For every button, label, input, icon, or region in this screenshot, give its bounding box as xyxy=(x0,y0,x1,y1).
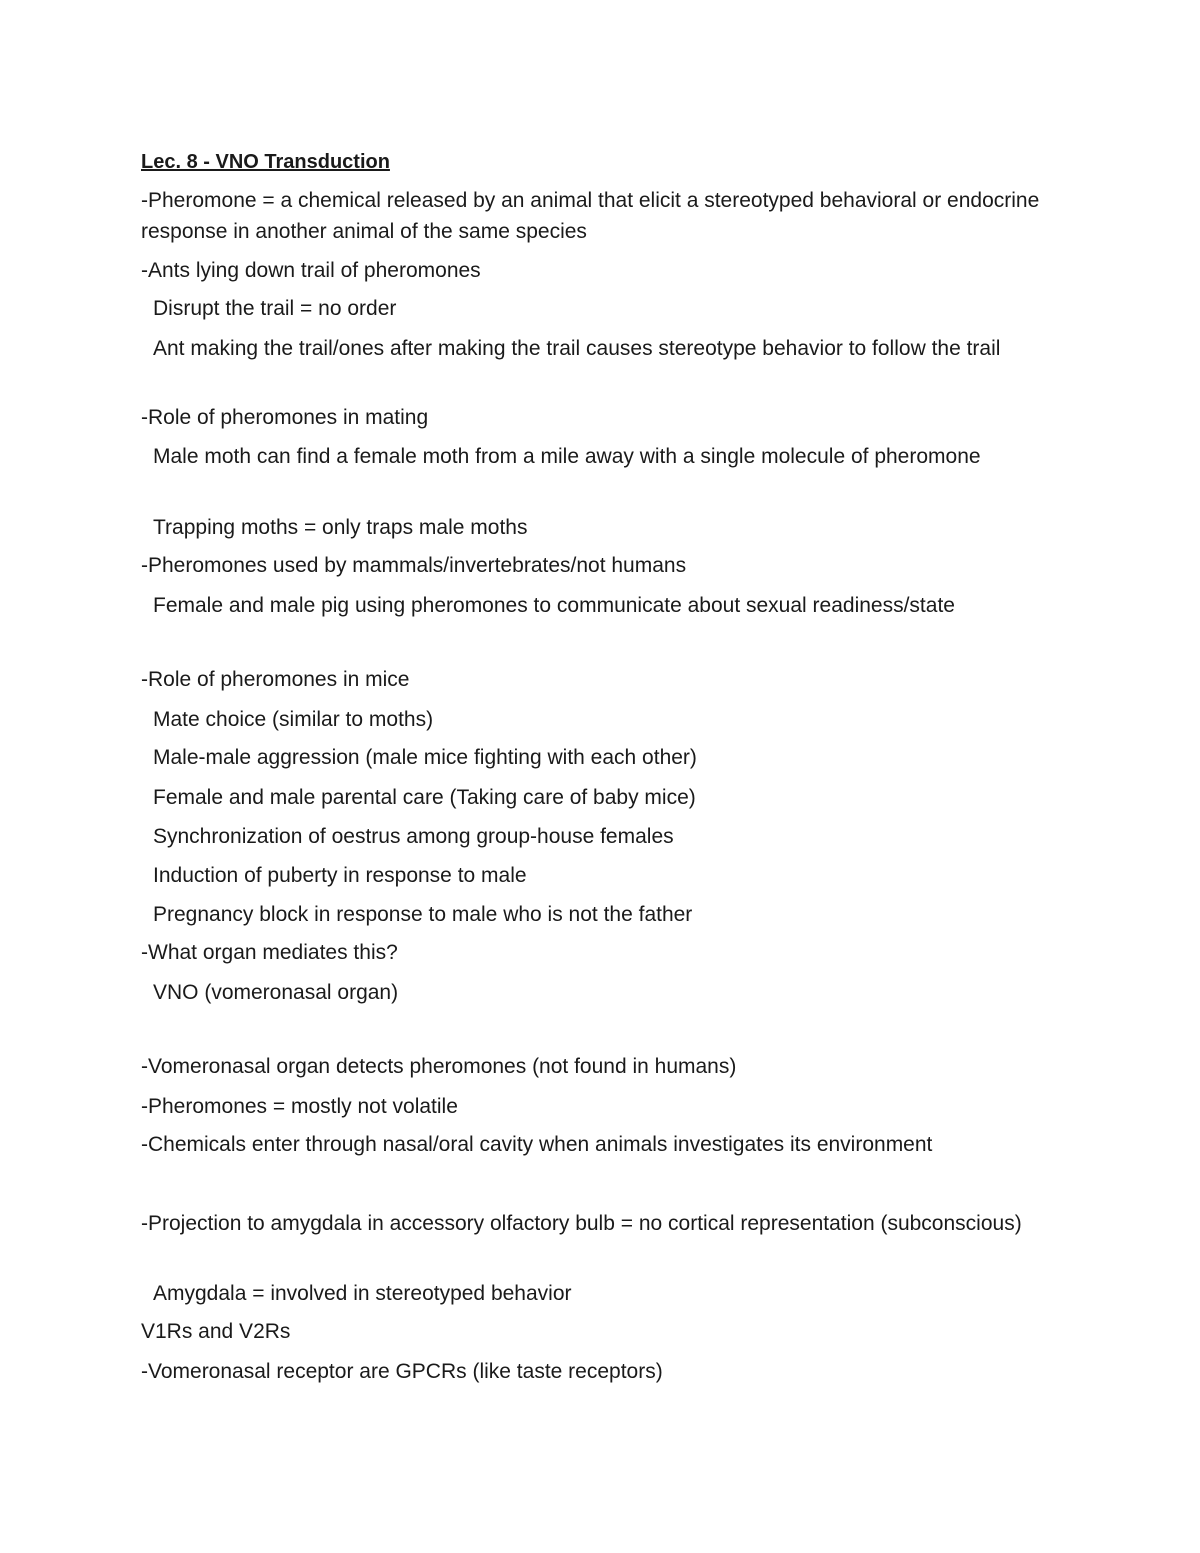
note-line-not-volatile: -Pheromones = mostly not volatile xyxy=(141,1095,458,1118)
note-subline-oestrus-sync: Synchronization of oestrus among group-house females xyxy=(153,825,674,848)
note-subline-ant-making-trail: Ant making the trail/ones after making the trail causes stereotype behavior to follow the trail xyxy=(153,337,1001,360)
note-subline-male-aggression: Male-male aggression (male mice fighting with each other) xyxy=(153,746,697,769)
note-line-pheromone-definition: -Pheromone = a chemical released by an animal that elicit a stereotyped behavioral or endocrine response in another animal of the same species xyxy=(141,189,1040,243)
note-subline-pregnancy-block: Pregnancy block in response to male who is not the father xyxy=(153,903,693,926)
note-line-gpcrs: -Vomeronasal receptor are GPCRs (like taste receptors) xyxy=(141,1360,663,1383)
note-subline-puberty-induction: Induction of puberty in response to male xyxy=(153,864,527,887)
note-subline-male-moth: Male moth can find a female moth from a mile away with a single molecule of pheromone xyxy=(153,445,981,468)
note-subline-mate-choice: Mate choice (similar to moths) xyxy=(153,708,434,731)
lecture-title: Lec. 8 - VNO Transduction xyxy=(141,151,390,173)
note-line-role-in-mice: -Role of pheromones in mice xyxy=(141,668,410,691)
note-subline-vno: VNO (vomeronasal organ) xyxy=(153,981,399,1004)
note-line-vno-detects: -Vomeronasal organ detects pheromones (not found in humans) xyxy=(141,1055,737,1078)
note-line-v1rs-v2rs: V1Rs and V2Rs xyxy=(141,1320,291,1343)
note-subline-disrupt-trail: Disrupt the trail = no order xyxy=(153,297,397,320)
note-subline-parental-care: Female and male parental care (Taking care of baby mice) xyxy=(153,786,696,809)
note-line-projection-amygdala: -Projection to amygdala in accessory olfactory bulb = no cortical representation (subconscious) xyxy=(141,1212,1022,1235)
note-subline-amygdala: Amygdala = involved in stereotyped behavior xyxy=(153,1282,572,1305)
note-line-used-by-mammals: -Pheromones used by mammals/invertebrates/not humans xyxy=(141,554,687,577)
note-line-ants-trail: -Ants lying down trail of pheromones xyxy=(141,259,481,282)
note-line-chemicals-enter: -Chemicals enter through nasal/oral cavity when animals investigates its environment xyxy=(141,1133,933,1156)
note-subline-pig-pheromones: Female and male pig using pheromones to communicate about sexual readiness/state xyxy=(153,594,955,617)
note-line-role-in-mating: -Role of pheromones in mating xyxy=(141,406,429,429)
note-line-what-organ: -What organ mediates this? xyxy=(141,941,398,964)
note-subline-trapping-moths: Trapping moths = only traps male moths xyxy=(153,516,528,539)
